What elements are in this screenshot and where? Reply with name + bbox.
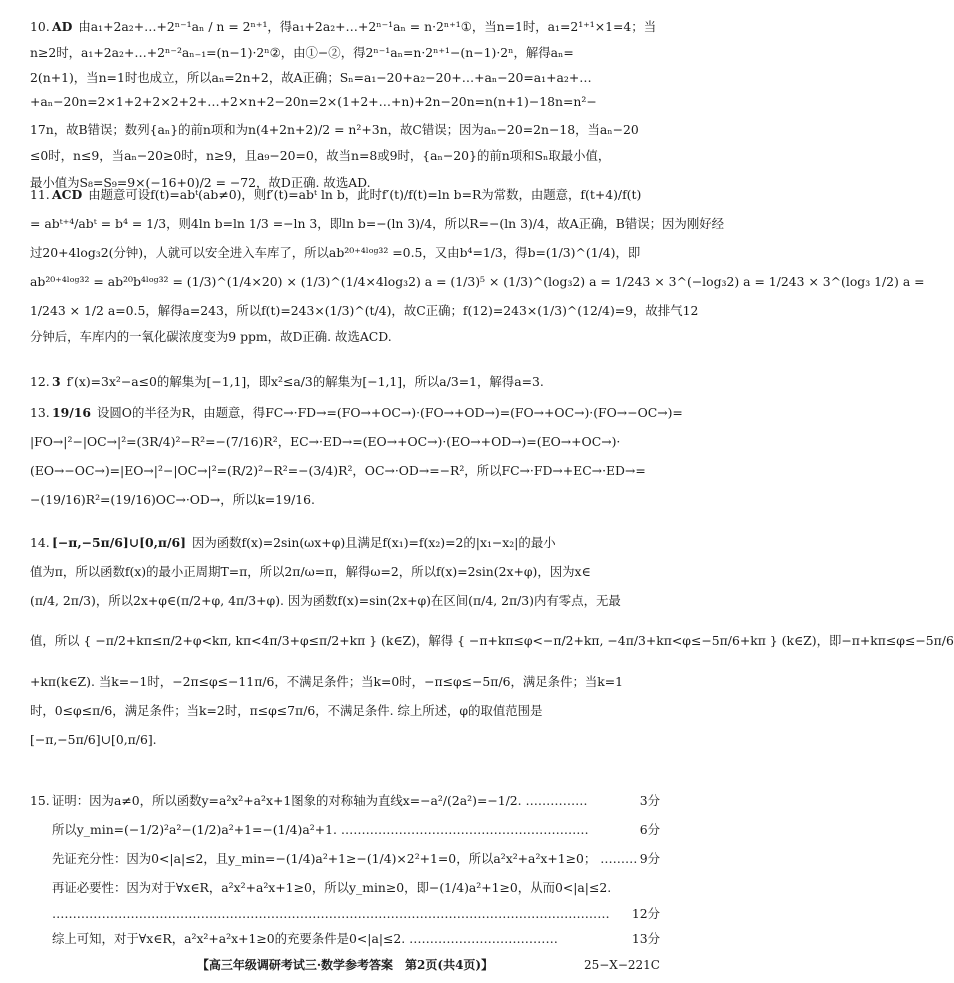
problem-line: ≤0时，n≤9，当aₙ−20≥0时，n≥9，且a₉−20=0，故当n=8或9时，{aₙ−20}的前n项和Sₙ取最小值， — [30, 147, 611, 163]
problem-line: +kπ(k∈Z). 当k=−1时，−2π≤φ≤−11π/6，不满足条件；当k=0时，−π≤φ≤−5π/6，满足条件；当k=1 — [30, 674, 624, 689]
problem-number: 11. — [30, 187, 50, 202]
problem-line: 值为π，所以函数f(x)的最小正周期T=π，所以2π/ω=π，解得ω=2，所以f(x)=2sin(2x+φ)，因为x∈ — [30, 564, 591, 579]
problem-line: 1/243 × 1/2 a=0.5，解得a=243，所以f(t)=243×(1/3)^(t/4)，故C正确；f(12)=243×(1/3)^(12/4)=9，故排气12 — [30, 303, 699, 318]
line-text: 设圆O的半径为R，由题意，得FC→·FD→=(FO→+OC→)·(FO→+OD→)=(FO→+OC→)·(FO→−OC→)= — [97, 405, 683, 420]
line-text: 所以y_min=(−1/2)²a²−(1/2)a²+1=−(1/4)a²+1. …………………………………………………… — [52, 822, 589, 837]
score-label: 12分 — [631, 906, 660, 921]
line-text: f′(x)=3x²−a≤0的解集为[−1,1]，即x²≤a/3的解集为[−1,1]，所以a/3=1，解得a=3. — [66, 374, 544, 389]
problem-number: 12. — [30, 374, 50, 389]
problem-line: (π/4, 2π/3)，所以2x+φ∈(π/2+φ, 4π/3+φ). 因为函数f(x)=sin(2x+φ)在区间(π/4, 2π/3)内有零点，无最 — [30, 593, 621, 608]
page-footer — [30, 955, 660, 975]
problem-line: (EO→−OC→)=|EO→|²−|OC→|²=(R/2)²−R²=−(3/4)R²，OC→·OD→=−R²，所以FC→·FD→+EC→·ED→= — [30, 463, 646, 478]
line-text: 再证必要性：因为对于∀x∈R，a²x²+a²x+1≥0，所以y_min≥0，即−(1/4)a²+1≥0，从而0<|a|≤2. — [52, 880, 612, 895]
problem-line: 分钟后，车库内的一氧化碳浓度变为9 ppm，故D正确. 故选ACD. — [30, 329, 392, 344]
footer-code: 25−X−221C — [583, 958, 660, 972]
problem-line — [30, 12, 660, 41]
problem-line — [30, 398, 683, 427]
line-text: 综上可知，对于∀x∈R，a²x²+a²x+1≥0的充要条件是0<|a|≤2. ……………………………… — [52, 930, 558, 946]
problem-answer: AD — [52, 19, 73, 34]
problem-line: ab²⁰⁺⁴ˡᵒᵍ³² = ab²⁰b⁴ˡᵒᵍ³² = (1/3)^(1/4×20) × (1/3)^(1/4×4log₃2) a = (1/3)⁵ × (1/3)^(log₃2) a = 1/243 × 3^(−log₃2) a = 1/243 × 3^(log₃ 1/2) a = — [30, 274, 925, 289]
proof-line — [30, 844, 660, 873]
problem-line: 时，0≤φ≤π/6，满足条件；当k=2时，π≤φ≤7π/6，不满足条件. 综上所述，φ的取值范围是 — [30, 703, 543, 718]
problem-answer: [−π,−5π/6]∪[0,π/6] — [52, 535, 186, 550]
problem-11 — [30, 180, 925, 350]
problem-line: +aₙ−20n=2×1+2+2×2+2+…+2×n+2−20n=2×(1+2+…+n)+2n−20n=n(n+1)−18n=n²− — [30, 94, 597, 109]
problem-number: 14. — [30, 535, 50, 550]
problem-12 — [30, 370, 660, 395]
line-text: 由a₁+2a₂+…+2ⁿ⁻¹aₙ / n = 2ⁿ⁺¹，得a₁+2a₂+…+2ⁿ⁻¹aₙ = n·2ⁿ⁺¹①，当n=1时，a₁=2¹⁺¹×1=4；当 — [78, 19, 657, 34]
problem-number: 15. — [30, 793, 50, 808]
problem-line: = abᵗ⁺⁴/abᵗ = b⁴ = 1/3，则4ln b=ln 1/3 =−ln 3，即ln b=−(ln 3)/4，所以R=−(ln 3)/4，故A正确，B错误；因为刚好经 — [30, 216, 724, 231]
proof-line — [30, 927, 660, 952]
problem-line: −(19/16)R²=(19/16)OC→·OD→，所以k=19/16. — [30, 492, 315, 507]
problem-line: 2(n+1)，当n=1时也成立，所以aₙ=2n+2，故A正确；Sₙ=a₁−20+a₂−20+…+aₙ−20=a₁+a₂+… — [30, 69, 592, 85]
problem-line: 值，所以 { −π/2+kπ≤π/2+φ<kπ, kπ<4π/3+φ≤π/2+kπ } (k∈Z)，解得 { −π+kπ≤φ<−π/2+kπ, −4π/3+kπ<φ≤−5π/6+kπ } (k∈Z)，即−π+kπ≤φ≤−5π/6 — [30, 633, 954, 648]
problem-line — [30, 528, 660, 557]
problem-line: 过20+4log₃2(分钟)，人就可以安全进入车库了，所以ab²⁰⁺⁴ˡᵒᵍ³² =0.5，又由b⁴=1/3，得b=(1/3)^(1/4)，即 — [30, 245, 641, 260]
problem-line: [−π,−5π/6]∪[0,π/6]. — [30, 732, 157, 747]
problem-answer: 3 — [52, 374, 61, 389]
footer-title: 【高三年级调研考试三·数学参考答案 第2页(共4页)】 — [196, 958, 494, 972]
proof-line — [30, 902, 660, 927]
score-label: 9分 — [639, 851, 660, 866]
problem-number: 10. — [30, 19, 50, 34]
problem-line — [30, 370, 660, 395]
problem-13 — [30, 398, 683, 514]
problem-answer: 19/16 — [52, 405, 92, 420]
problem-line — [30, 180, 660, 209]
problem-14 — [30, 528, 954, 754]
problem-number: 13. — [30, 405, 50, 420]
score-label: 3分 — [639, 793, 660, 808]
problem-line: 最小值为S₈=S₉=9×(−16+0)/2 = −72，故D正确. 故选AD. — [30, 175, 371, 190]
proof-line — [30, 873, 660, 902]
line-text: 因为函数f(x)=2sin(ωx+φ)且满足f(x₁)=f(x₂)=2的|x₁−x₂|的最小 — [191, 535, 556, 550]
line-text: 先证充分性：因为0<|a|≤2，且y_min=−(1/4)a²+1≥−(1/4)×2²+1=0，所以a²x²+a²x+1≥0； ……… — [52, 851, 638, 866]
problem-line: 17n，故B错误；数列{aₙ}的前n项和为n(4+2n+2)/2 = n²+3n，故C错误；因为aₙ−20=2n−18，当aₙ−20 — [30, 121, 639, 137]
line-text: 由题意可设f(t)=abᵗ(ab≠0)，则f′(t)=abᵗ ln b，此时f′(t)/f(t)=ln b=R为常数，由题意，f(t+4)/f(t) — [88, 187, 642, 202]
score-label: 13分 — [631, 930, 660, 946]
score-label: 6分 — [639, 822, 660, 837]
problem-15 — [30, 786, 660, 951]
problem-10 — [30, 12, 660, 197]
problem-line: |FO→|²−|OC→|²=(3R/4)²−R²=−(7/16)R²，EC→·ED→=(EO→+OC→)·(EO→+OD→)=(EO→+OC→)· — [30, 434, 621, 449]
line-text: 证明：因为a≠0，所以函数y=a²x²+a²x+1图象的对称轴为直线x=−a²/(2a²)=−1/2. …………… — [52, 793, 588, 808]
problem-line: n≥2时，a₁+2a₂+…+2ⁿ⁻²aₙ₋₁=(n−1)·2ⁿ②，由①−②，得2ⁿ⁻¹aₙ=n·2ⁿ⁺¹−(n−1)·2ⁿ，解得aₙ= — [30, 45, 574, 60]
proof-line — [30, 786, 660, 815]
line-text: ……………………………………………………………………………………………………………………… — [52, 906, 610, 921]
problem-answer: ACD — [52, 187, 83, 202]
proof-line — [30, 815, 660, 844]
